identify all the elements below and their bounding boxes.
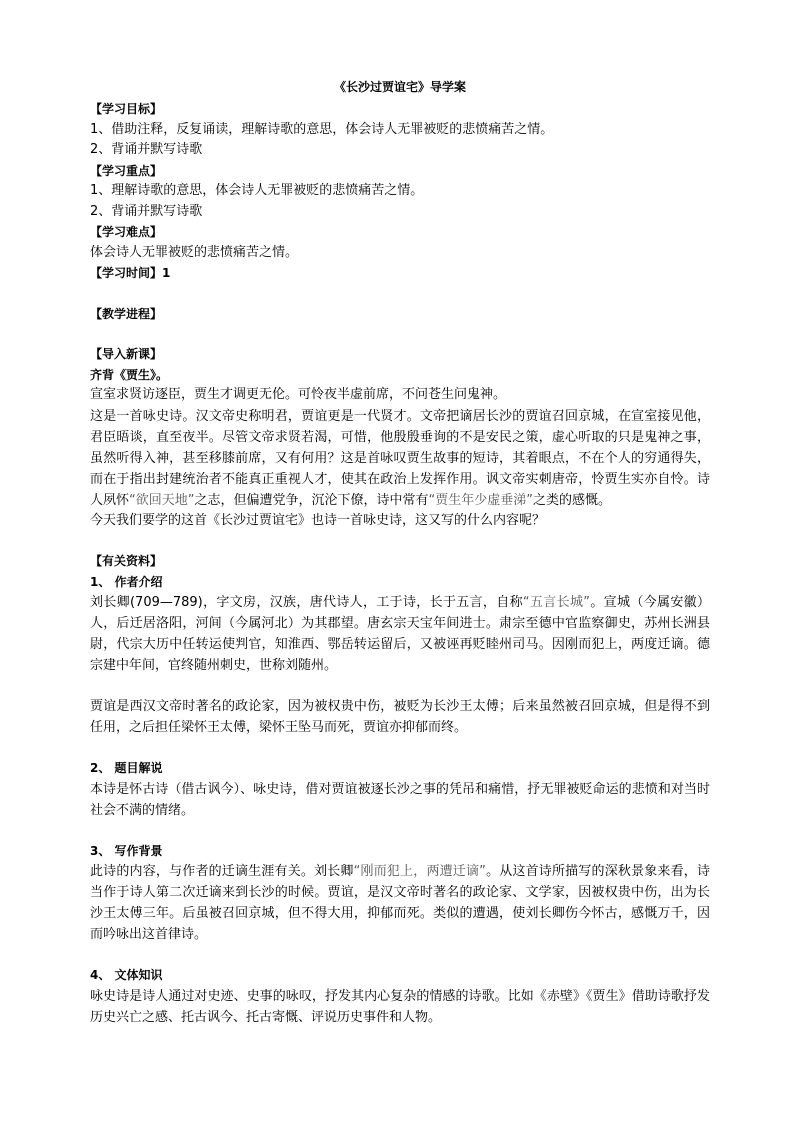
author-text-b: 。宣城（今属安徽）人，后迁居洛阳，河间（今属河北）为其郡望。唐玄宗天宝年间进士。肃宗至德中官监察御史，苏州长洲县尉，代宗大历中任转运使判官，知淮西、鄂岳转运留后，又被诬再贬睦州司马。因刚而犯上，两度迁谪。德宗建中年间，官终随州刺史，世称刘随州。 (90, 595, 710, 673)
focus-item: 2、背诵并默写诗歌 (90, 203, 203, 219)
author-heading: 1、 作者介绍 (90, 574, 163, 589)
focus-item: 1、理解诗歌的意思，体会诗人无罪被贬的悲愤痛苦之情。 (90, 183, 424, 198)
goal-item: 1、借助注释，反复诵读，理解诗歌的意思，体会诗人无罪被贬的悲愤痛苦之情。 (90, 121, 554, 137)
difficulty-heading: 【学习难点】 (90, 225, 163, 239)
intro-text-a: 这是一首咏史诗。汉文帝史称明君，贾谊更是一代贤才。文帝把谪居长沙的贾谊召回京城，在宣室接见他，君臣晤谈，直至夜半。尽管文帝求贤若渴，可惜，他殷殷垂询的不是安民之策，虚心听取的只是鬼神之事，虽然听得入神，甚至移膝前席，又有何用？这是首咏叹贾生故事的短诗，其着眼点，不在个人的穷通得失，而在于指出封建统治者不能真正重视人才，使其在政治上发挥作用。讽文帝实刺唐帝，怜贾生实亦自怜。诗人夙怀 (90, 408, 710, 508)
genre-text: 咏史诗是诗人通过对史迹、史事的咏叹，抒发其内心复杂的情感的诗歌。比如《赤壁》《贾生》借助诗歌抒发历史兴亡之感、托古讽今、托古寄慨、评说历史事件和人物。 (90, 988, 710, 1025)
intro-paragraph (90, 406, 710, 511)
intro-text-c: 之类的感慨。 (533, 492, 612, 508)
intro-poem: 宣室求贤访逐臣，贾生才调更无伦。可怜夜半虚前席，不问苍生问鬼神。 (90, 387, 507, 402)
process-heading: 【教学进程】 (90, 306, 163, 321)
intro-text-b: 之志，但偏遭党争，沉沦下僚，诗中常有 (194, 492, 429, 508)
intro-recite: 齐背《贾生》。 (90, 367, 169, 382)
focus-heading: 【学习重点】 (90, 163, 163, 178)
background-heading: 3、 写作背景 (90, 843, 163, 858)
document-page (90, 78, 710, 1028)
intro-quote-b: “贾生年少虚垂涕” (428, 492, 533, 508)
document-title: 《长沙过贾谊宅》导学案 (333, 80, 466, 94)
goal-item: 2、背诵并默写诗歌 (90, 142, 203, 157)
intro-quote-a: “欲回天地” (129, 492, 195, 508)
author-quote: “五言长城” (522, 595, 591, 610)
background-paragraph (90, 861, 710, 945)
title-note-heading: 2、 题目解说 (90, 761, 163, 775)
author-text-a: 刘长卿(709—789)，字文房，汉族，唐代诗人，工于诗，长于五言，自称 (90, 595, 523, 610)
goals-heading: 【学习目标】 (90, 102, 163, 116)
time-heading: 【学习时间】1 (90, 266, 171, 280)
title-note-text: 本诗是怀古诗（借古讽今）、咏史诗，借对贾谊被逐长沙之事的凭吊和痛惜，抒无罪被贬命运的悲愤和对当时社会不满的情绪。 (90, 781, 710, 818)
difficulty-text: 体会诗人无罪被贬的悲愤痛苦之情。 (90, 244, 299, 260)
materials-heading: 【有关资料】 (90, 554, 163, 568)
background-text-b: 。从这首诗所描写的深秋景象来看，诗当作于诗人第二次迁谪来到长沙的时候。贾谊，是汉文帝时著名的政论家、文学家，因被权贵中伤，出为长沙王太傅三年。后虽被召回京城，但不得大用，抑郁而死。类似的遭遇，使刘长卿伤今怀古，感慨万千，因而吟咏出这首律诗。 (90, 864, 710, 942)
background-text-a: 此诗的内容，与作者的迁谪生涯有关。刘长卿 (90, 864, 354, 879)
background-quote: “刚而犯上，两遭迁谪” (353, 864, 486, 879)
jiayi-paragraph: 贾谊是西汉文帝时著名的政论家，因为被权贵中伤，被贬为长沙王太傅；后来虽然被召回京城，但是得不到任用，之后担任梁怀王太傅，梁怀王坠马而死，贾谊亦抑郁而终。 (90, 699, 710, 735)
intro-heading: 【导入新课】 (90, 347, 163, 361)
author-paragraph (90, 592, 710, 676)
genre-heading: 4、 文体知识 (90, 968, 163, 982)
intro-question: 今天我们要学的这首《长沙过贾谊宅》也诗一首咏史诗，这又写的什么内容呢？ (90, 512, 546, 528)
